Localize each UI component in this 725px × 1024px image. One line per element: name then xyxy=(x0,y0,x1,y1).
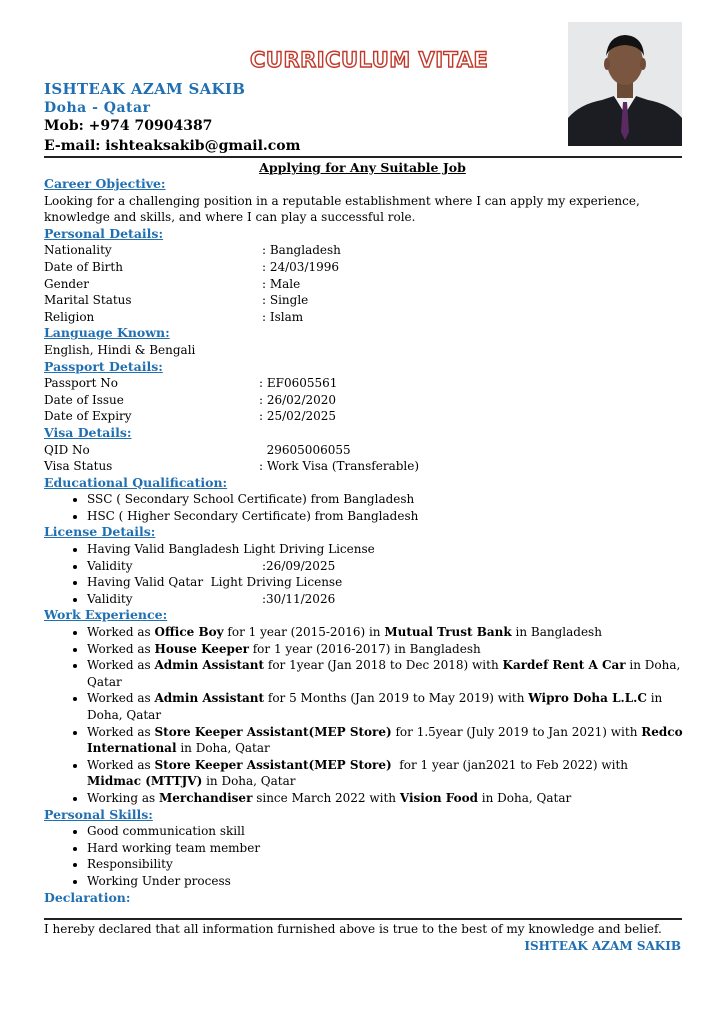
list-item: • Having Valid Qatar Light Driving License xyxy=(87,574,684,591)
work-text: for 1year (Jan 2018 to Dec 2018) with xyxy=(264,658,503,673)
list-item xyxy=(87,790,684,807)
section-heading-license: License Details: xyxy=(44,524,156,540)
list-item: • SSC ( Secondary School Certificate) from Bangladesh xyxy=(87,491,684,508)
detail-label: Nationality xyxy=(44,243,112,258)
work-text: for 1.5year (July 2019 to Jan 2021) with xyxy=(391,724,642,739)
work-text: Worked as xyxy=(87,691,155,706)
job-title: Store Keeper Assistant(MEP Store) xyxy=(154,724,392,739)
career-objective-text: Looking for a challenging position in a reputable establishment where I can apply my experience, knowledge and skills, and where I can play a successful role. xyxy=(44,193,640,225)
job-title: Admin Assistant xyxy=(154,658,265,673)
detail-row xyxy=(44,458,684,475)
work-text: for 1 year (2016-2017) in Bangladesh xyxy=(248,641,481,656)
detail-label: Date of Birth xyxy=(44,259,123,274)
cv-title: CURRICULUM VITAE xyxy=(250,48,489,72)
section-heading-skills: Personal Skills: xyxy=(44,806,153,822)
list-item: • Hard working team member xyxy=(87,840,684,857)
list-item xyxy=(87,641,684,658)
section-heading-passport: Passport Details: xyxy=(44,358,163,374)
detail-value: : 25/02/2025 xyxy=(259,409,337,424)
work-text: for 5 Months (Jan 2019 to May 2019) with xyxy=(264,691,529,706)
work-text: Worked as xyxy=(87,625,155,640)
languages-text: English, Hindi & Bengali xyxy=(44,342,196,357)
section-heading-work: Work Experience: xyxy=(44,607,168,623)
section-heading-career: Career Objective: xyxy=(44,176,166,191)
work-text: in Doha, Qatar xyxy=(477,790,572,805)
work-text: in Bangladesh xyxy=(511,625,602,640)
declaration-text: I hereby declared that all information furnished above is true to the best of my knowledge and belief. xyxy=(44,922,662,936)
job-title: House Keeper xyxy=(154,641,249,656)
validity-label: • Validity xyxy=(87,558,133,573)
section-heading-declaration: Declaration: xyxy=(44,889,131,905)
section-heading-personal: Personal Details: xyxy=(44,225,164,241)
employer: Mutual Trust Bank xyxy=(384,625,512,640)
detail-value: : Single xyxy=(262,293,309,308)
section-heading-visa: Visa Details: xyxy=(44,424,132,440)
work-text: in Doha, Qatar xyxy=(87,658,681,689)
detail-row xyxy=(44,259,684,276)
detail-value: : EF0605561 xyxy=(259,376,338,391)
section-heading-education: Educational Qualification: xyxy=(44,474,228,490)
list-item xyxy=(87,624,684,641)
detail-value: 29605006055 xyxy=(259,442,351,457)
validity-value: :26/09/2025 xyxy=(262,558,336,573)
candidate-email[interactable]: E-mail: ishteaksakib@gmail.com xyxy=(44,138,301,154)
employer: Wipro Doha L.L.C xyxy=(528,691,647,706)
employer: Vision Food xyxy=(399,790,478,805)
work-text: Worked as xyxy=(87,641,155,656)
work-text: in Doha, Qatar xyxy=(87,691,663,722)
detail-row xyxy=(44,309,684,326)
employer: Midmac (MTTJV) xyxy=(87,774,203,789)
detail-row xyxy=(44,408,684,425)
work-text: Worked as xyxy=(87,658,155,673)
work-text: Worked as xyxy=(87,757,155,772)
work-text: Worked as xyxy=(87,724,155,739)
detail-label: Gender xyxy=(44,276,89,291)
employer: Redco International xyxy=(87,724,683,756)
detail-label: Date of Issue xyxy=(44,392,124,407)
candidate-mobile: Mob: +974 70904387 xyxy=(44,118,213,134)
detail-row xyxy=(44,292,684,309)
list-item xyxy=(87,591,684,608)
detail-row xyxy=(44,242,684,259)
list-item: • Responsibility xyxy=(87,856,684,873)
job-title: Office Boy xyxy=(154,625,224,640)
profile-photo xyxy=(568,22,682,146)
license-list xyxy=(44,541,684,607)
signature-name: ISHTEAK AZAM SAKIB xyxy=(524,939,681,953)
detail-row xyxy=(44,442,684,459)
detail-label: Marital Status xyxy=(44,293,132,308)
detail-row xyxy=(44,276,684,293)
list-item xyxy=(87,724,684,757)
job-title: Admin Assistant xyxy=(154,691,265,706)
skills-list xyxy=(44,823,684,889)
candidate-location: Doha - Qatar xyxy=(44,100,151,116)
employer: Kardef Rent A Car xyxy=(502,658,626,673)
work-list xyxy=(44,624,684,807)
detail-row xyxy=(44,375,684,392)
validity-label: • Validity xyxy=(87,591,133,606)
detail-label: Passport No xyxy=(44,376,119,391)
work-text: since March 2022 with xyxy=(252,790,400,805)
work-text: for 1 year (2015-2016) in xyxy=(223,625,385,640)
detail-label: Date of Expiry xyxy=(44,409,132,424)
work-text: in Doha, Qatar xyxy=(176,741,270,756)
list-item: • Having Valid Bangladesh Light Driving License xyxy=(87,541,684,558)
education-list xyxy=(44,491,684,524)
list-item xyxy=(87,690,684,723)
header-divider xyxy=(44,156,682,158)
detail-label: Religion xyxy=(44,309,95,324)
work-text: in Doha, Qatar xyxy=(202,774,296,789)
candidate-name: ISHTEAK AZAM SAKIB xyxy=(44,80,246,98)
list-item xyxy=(87,657,684,690)
detail-value: : 24/03/1996 xyxy=(262,259,340,274)
list-item: • Working Under process xyxy=(87,873,684,890)
list-item: • Good communication skill xyxy=(87,823,684,840)
detail-row xyxy=(44,392,684,409)
job-title: Store Keeper Assistant(MEP Store) xyxy=(154,757,392,772)
detail-label: QID No xyxy=(44,442,90,457)
work-text: for 1 year (jan2021 to Feb 2022) with xyxy=(391,757,632,772)
work-text: Working as xyxy=(87,790,159,805)
detail-value: : Work Visa (Transferable) xyxy=(259,459,420,474)
list-item xyxy=(87,558,684,575)
declaration-divider xyxy=(44,918,682,920)
list-item: • HSC ( Higher Secondary Certificate) from Bangladesh xyxy=(87,508,684,525)
section-heading-language: Language Known: xyxy=(44,325,170,341)
validity-value: :30/11/2026 xyxy=(262,591,336,606)
list-item xyxy=(87,757,684,790)
detail-value: : Islam xyxy=(262,309,304,324)
detail-value: : Male xyxy=(262,276,301,291)
profile-photo-image xyxy=(568,22,682,146)
job-title: Merchandiser xyxy=(158,790,253,805)
detail-label: Visa Status xyxy=(44,459,113,474)
detail-value: : Bangladesh xyxy=(262,243,341,258)
applying-for: Applying for Any Suitable Job xyxy=(259,160,466,175)
detail-value: : 26/02/2020 xyxy=(259,392,337,407)
cv-body xyxy=(44,176,684,906)
